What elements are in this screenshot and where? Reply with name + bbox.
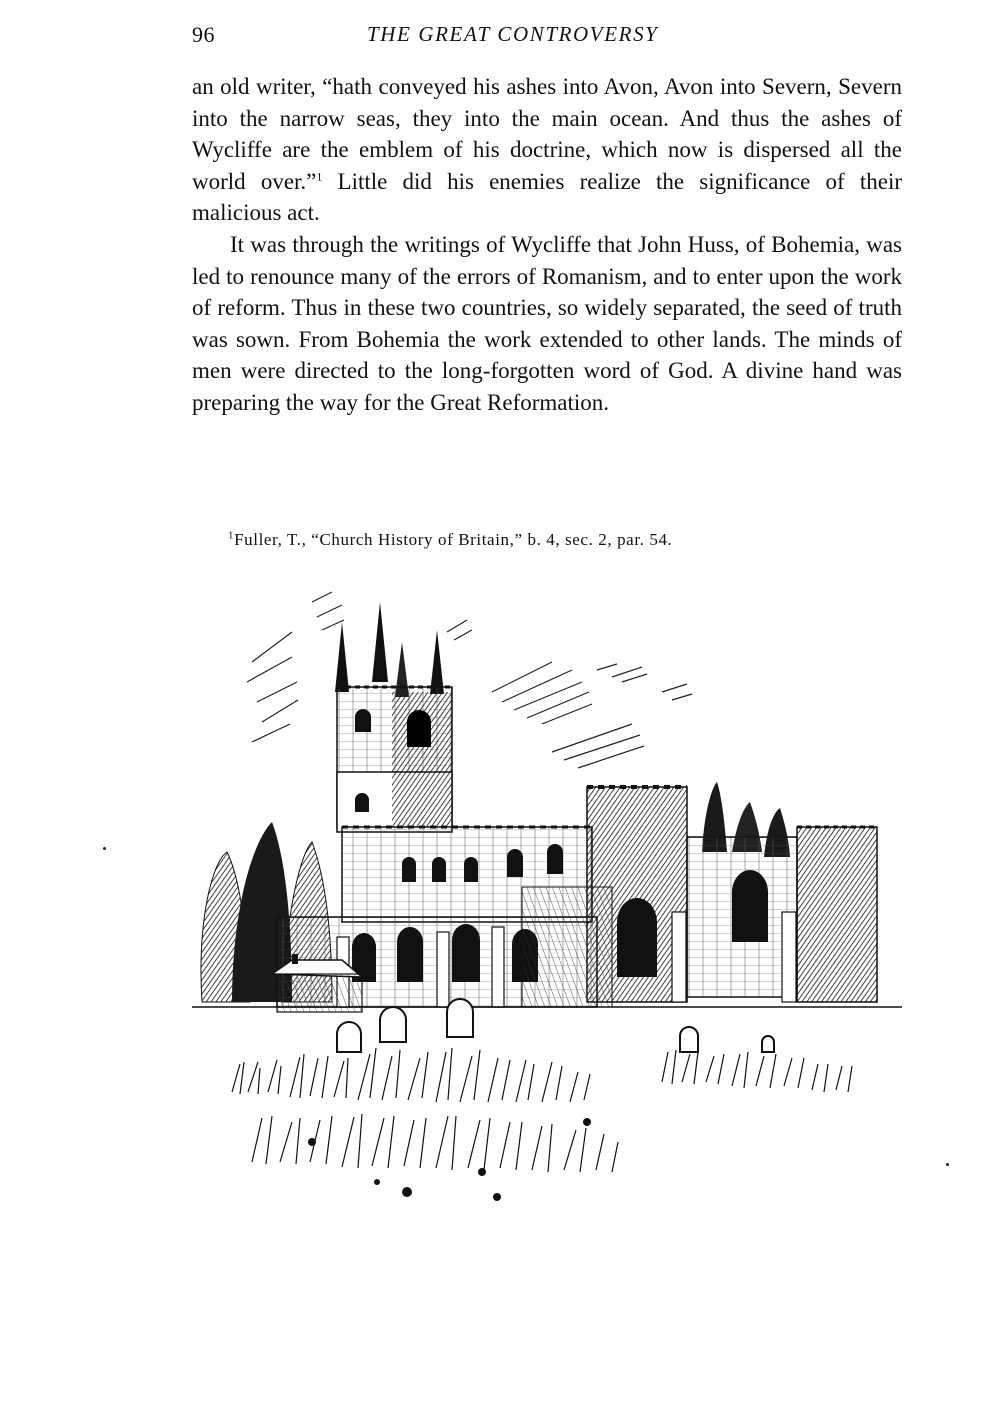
- stray-ink-dot: [946, 1163, 949, 1166]
- church-tower: [335, 602, 452, 832]
- footnote: [228, 530, 908, 550]
- paragraph-john-huss: [192, 229, 902, 419]
- stray-ink-dot: [103, 847, 106, 850]
- paragraph-continuation: Little did his enemies realize the significance of their malicious act.: [192, 168, 903, 226]
- footnote-reference: 1: [316, 169, 323, 184]
- paragraph-text: an old writer, “hath conveyed his ashes into Avon, Avon into Severn, Severn into the narrow seas, they into the main ocean. And thus the ashes of Wycliffe are the emblem of his doctrine, which now is dispersed all the world over.”: [192, 74, 902, 194]
- footnote-text: Fuller, T., “Church History of Britain,” b. 4, sec. 2, par. 54.: [234, 530, 673, 549]
- body-text: [192, 71, 902, 419]
- paragraph-wycliffe-ashes: [192, 71, 902, 229]
- grass-foreground: [232, 1048, 852, 1172]
- sky-hatching: [247, 592, 692, 768]
- running-title: THE GREAT CONTROVERSY: [367, 22, 659, 46]
- paragraph-text: It was through the writings of Wycliffe that John Huss, of Bohemia, was led to renounce many of the errors of Romanism, and to enter upon the work of reform. Thus in these two countries, so widely separated, the seed of truth was sown. From Bohemia the work extended to other lands. The minds of men were directed to the long-forgotten word of God. A divine hand was preparing the way for the Great Reformation.: [192, 231, 902, 415]
- church-engraving-illustration: [192, 582, 902, 1222]
- running-head: [192, 22, 902, 52]
- footnote-number: 1: [228, 529, 235, 542]
- page-number: 96: [192, 22, 215, 47]
